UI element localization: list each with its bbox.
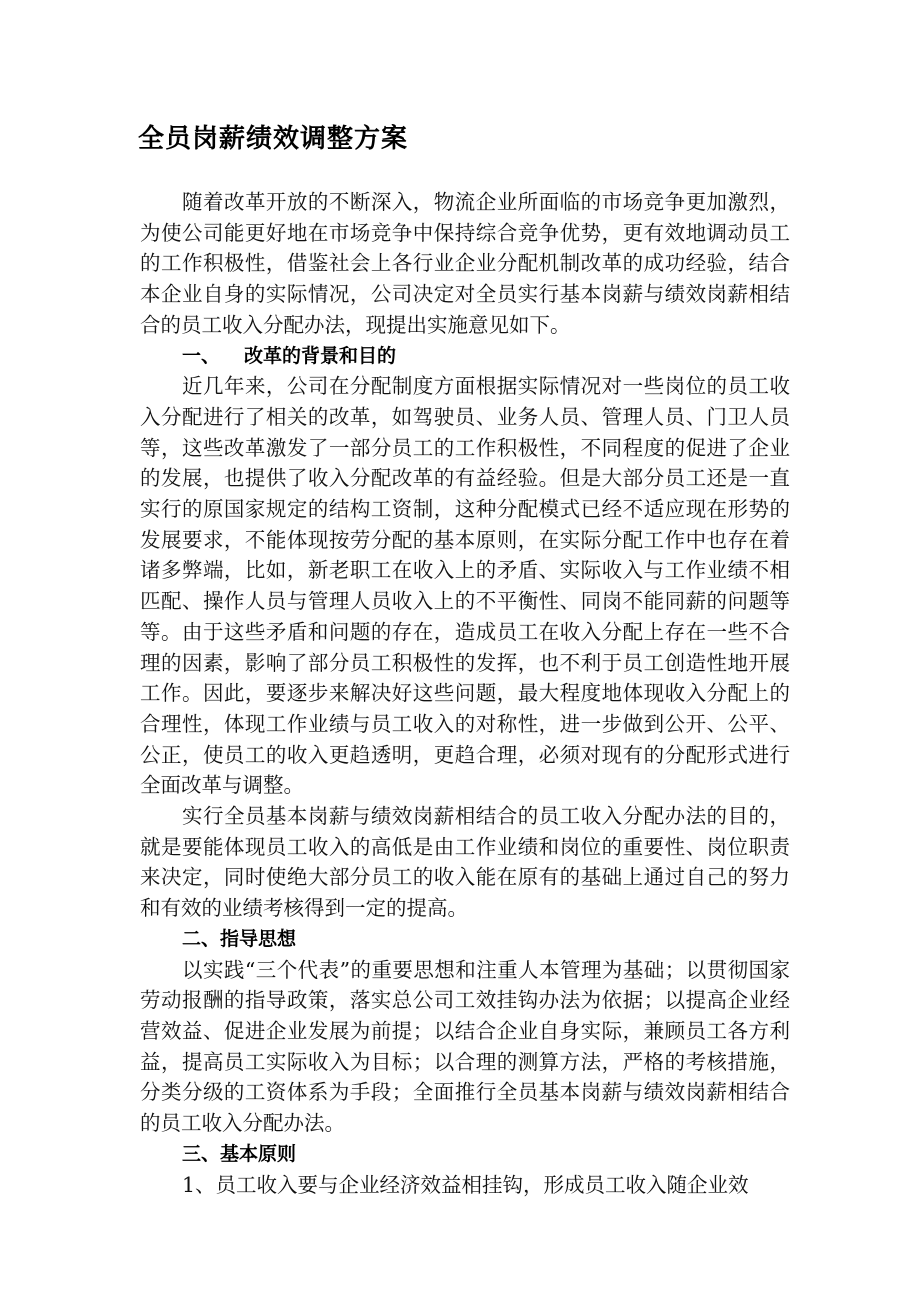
section-2-paragraph-1: 以实践“三个代表”的重要思想和注重人本管理为基础；以贯彻国家劳动报酬的指导政策，落实总公司工效挂钩办法为依据；以提高企业经营效益、促进企业发展为前提；以结合企业自身实际，兼顾员工各方利益，提高员工实际收入为目标；以合理的测算方法，严格的考核措施，分类分级的工资体系为手段；全面推行全员基本岗薪与绩效岗薪相结合的员工收入分配办法。 (140, 957, 790, 1136)
document-title: 全员岗薪绩效调整方案 (138, 124, 409, 154)
section-1-paragraph-1: 近几年来，公司在分配制度方面根据实际情况对一些岗位的员工收入分配进行了相关的改革，如驾驶员、业务人员、管理人员、门卫人员等，这些改革激发了一部分员工的工作积极性，不同程度的促进了企业的发展，也提供了收入分配改革的有益经验。但是大部分员工还是一直实行的原国家规定的结构工资制，这种分配模式已经不适应现在形势的发展要求，不能体现按劳分配的基本原则，在实际分配工作中也存在着诸多弊端，比如，新老职工在收入上的矛盾、实际收入与工作业绩不相匹配、操作人员与管理人员收入上的不平衡性、同岗不能同薪的问题等等。由于这些矛盾和问题的存在，造成员工在收入分配上存在一些不合理的因素，影响了部分员工积极性的发挥，也不利于员工创造性地开展工作。因此，要逐步来解决好这些问题，最大程度地体现收入分配上的合理性，体现工作业绩与员工收入的对称性，进一步做到公开、公平、公正，使员工的收入更趋透明，更趋合理，必须对现有的分配形式进行全面改革与调整。 (140, 374, 790, 798)
section-1-heading (140, 341, 790, 372)
section-1-paragraph-2: 实行全员基本岗薪与绩效岗薪相结合的员工收入分配办法的目的，就是要能体现员工收入的高低是由工作业绩和岗位的重要性、岗位职责来决定，同时使绝大部分员工的收入能在原有的基础上通过自己的努力和有效的业绩考核得到一定的提高。 (140, 804, 790, 921)
intro-paragraph: 随着改革开放的不断深入，物流企业所面临的市场竞争更加激烈，为使公司能更好地在市场竞争中保持综合竞争优势，更有效地调动员工的工作积极性，借鉴社会上各行业企业分配机制改革的成功经验，结合本企业自身的实际情况，公司决定对全员实行基本岗薪与绩效岗薪相结合的员工收入分配办法，现提出实施意见如下。 (140, 190, 790, 337)
document-body (140, 187, 790, 1200)
section-1-title: 改革的背景和目的 (244, 344, 397, 367)
section-2-heading: 二、指导思想 (182, 927, 297, 950)
section-3-item-1: 1、员工收入要与企业经济效益相挂钩，形成员工收入随企业效 (182, 1172, 749, 1197)
section-3-heading: 三、基本原则 (182, 1142, 297, 1165)
section-1-number: 一、 (182, 344, 221, 367)
